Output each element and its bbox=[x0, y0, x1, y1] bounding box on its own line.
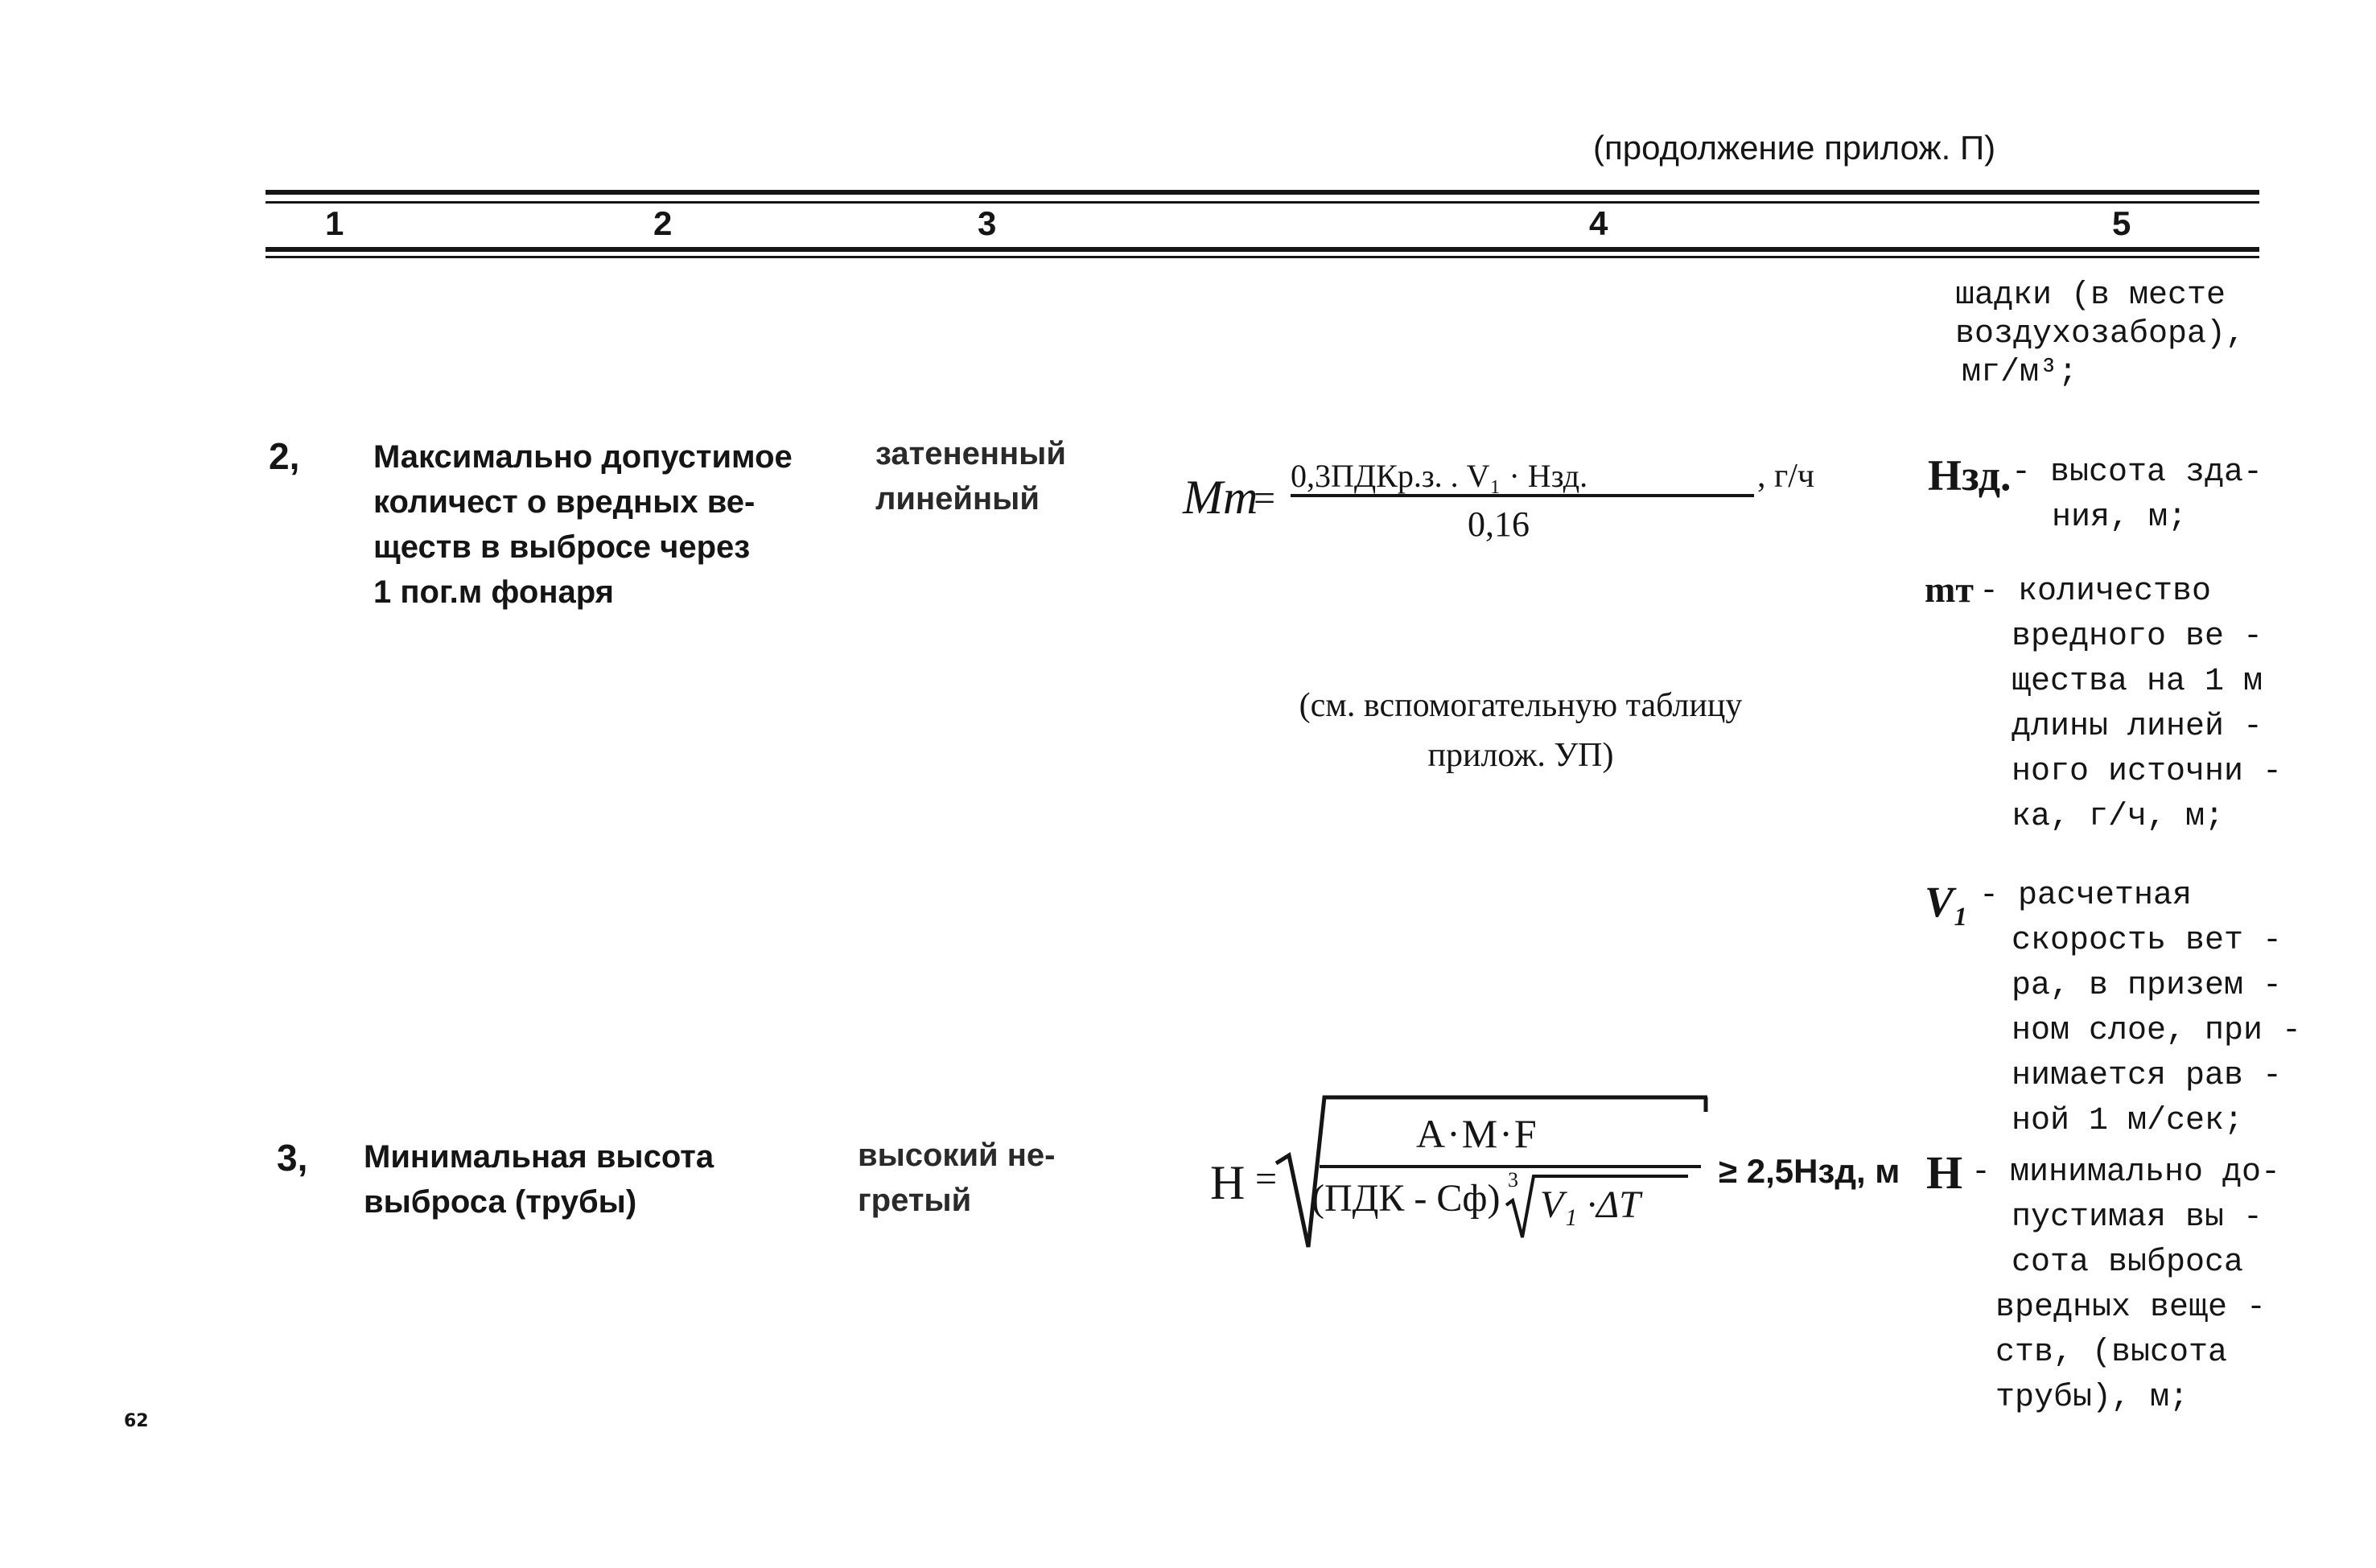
definition-line: - минимально до- bbox=[1971, 1154, 2281, 1191]
row-name-line: Максимально допустимое bbox=[373, 439, 793, 475]
formula-unit: , г/ч bbox=[1757, 458, 1815, 495]
definition-v1 bbox=[1979, 874, 2301, 1144]
column-number-1: 1 bbox=[325, 204, 344, 242]
formula-numerator: 0,3ПДКр.з. . V₁ · Hзд. bbox=[1291, 458, 1588, 494]
formula-denominator-left: (ПДК - Cф) bbox=[1312, 1177, 1501, 1220]
definition-line: ной 1 м/сек; bbox=[2012, 1103, 2244, 1139]
continuation-note: (продолжение прилож. П) bbox=[1593, 129, 1996, 167]
formula-denominator-root: V₁ ·ΔT bbox=[1540, 1183, 1641, 1226]
carryover-line: воздухозабора), bbox=[1955, 316, 2246, 352]
row-type bbox=[875, 431, 1066, 521]
formula-rhs: ≥ 2,5Hзд, м bbox=[1719, 1152, 1900, 1190]
carryover-line: шадки (в месте bbox=[1955, 278, 2226, 314]
formula-numerator: A·M·F bbox=[1416, 1111, 1538, 1156]
formula-lhs: H bbox=[1210, 1156, 1246, 1209]
row-name-line: ществ в выбросе через bbox=[373, 529, 751, 565]
definition-line: длины линей - bbox=[2012, 709, 2263, 745]
row-name-line: количест о вредных ве- bbox=[373, 484, 756, 520]
cube-root-index: 3 bbox=[1508, 1168, 1518, 1191]
column-number-5: 5 bbox=[2112, 204, 2131, 242]
formula-equals: = bbox=[1254, 477, 1276, 520]
row-name-line: выброса (трубы) bbox=[364, 1184, 637, 1220]
table-top-rule bbox=[266, 190, 2259, 195]
row-name bbox=[373, 434, 793, 615]
definition-line: вредного ве - bbox=[2012, 619, 2263, 655]
row-type-line: гретый bbox=[858, 1183, 972, 1218]
definition-line: ка, г/ч, м; bbox=[2012, 799, 2225, 835]
row-type bbox=[858, 1133, 1055, 1223]
row-number: 2, bbox=[269, 435, 300, 477]
definition-line: трубы), м; bbox=[1995, 1380, 2189, 1416]
formula-lhs: Mт bbox=[1183, 471, 1258, 524]
definition-line: нимается рав - bbox=[2012, 1058, 2283, 1094]
reference-note-line: (см. вспомогательную таблицу bbox=[1299, 687, 1743, 724]
table-top-rule-thin bbox=[266, 201, 2259, 204]
definition-line: - количество bbox=[1979, 574, 2212, 610]
definition-line: пустимая вы - bbox=[2012, 1200, 2263, 1236]
definition-line: ного источни - bbox=[2012, 754, 2283, 790]
row-number: 3, bbox=[277, 1137, 308, 1179]
formula-denominator: 0,16 bbox=[1468, 504, 1530, 544]
row-type-line: затененный bbox=[875, 436, 1066, 471]
row-type-line: высокий не- bbox=[858, 1138, 1056, 1173]
row-name-line: Минимальная высота bbox=[364, 1139, 714, 1175]
definition-line: - расчетная bbox=[1979, 878, 2193, 914]
column-number-4: 4 bbox=[1589, 204, 1608, 242]
reference-note-line: прилож. УП) bbox=[1427, 737, 1614, 774]
page-mark: 62 bbox=[124, 1411, 149, 1431]
carryover-col5 bbox=[1955, 277, 2245, 393]
symbol-hzd: Hзд. bbox=[1928, 451, 2012, 500]
definition-line: ра, в призем - bbox=[2012, 968, 2283, 1004]
symbol-v1: V₁ bbox=[1925, 878, 1969, 926]
symbol-h: H bbox=[1926, 1146, 1963, 1199]
row-name-line: 1 пог.м фонаря bbox=[373, 574, 614, 610]
definition-line: скорость вет - bbox=[2012, 923, 2283, 959]
definition-line: ном слое, при - bbox=[2012, 1013, 2302, 1049]
definition-line: ств, (высота bbox=[1995, 1335, 2228, 1371]
header-bottom-rule bbox=[266, 247, 2259, 252]
definition-line: вредных веще - bbox=[1995, 1290, 2267, 1326]
row-type-line: линейный bbox=[875, 481, 1040, 516]
carryover-line: мг/м³; bbox=[1962, 355, 2078, 391]
fraction-bar bbox=[1291, 494, 1754, 497]
formula-equals: = bbox=[1255, 1158, 1278, 1200]
definition-mt bbox=[1979, 570, 2282, 840]
reference-note bbox=[1239, 681, 1802, 780]
definition-h bbox=[1971, 1150, 2280, 1421]
definition-line: щества на 1 м bbox=[2012, 664, 2263, 700]
column-number-3: 3 bbox=[978, 204, 997, 242]
column-number-2: 2 bbox=[653, 204, 673, 242]
definition-hzd bbox=[2012, 451, 2263, 541]
definition-line: - высота зда- bbox=[2012, 455, 2263, 491]
symbol-mt: mт bbox=[1925, 569, 1974, 610]
definition-line: сота выброса bbox=[2012, 1245, 2244, 1281]
row-name bbox=[364, 1134, 714, 1224]
definition-line: ния, м; bbox=[2052, 500, 2188, 536]
header-bottom-rule-thin bbox=[266, 256, 2259, 258]
